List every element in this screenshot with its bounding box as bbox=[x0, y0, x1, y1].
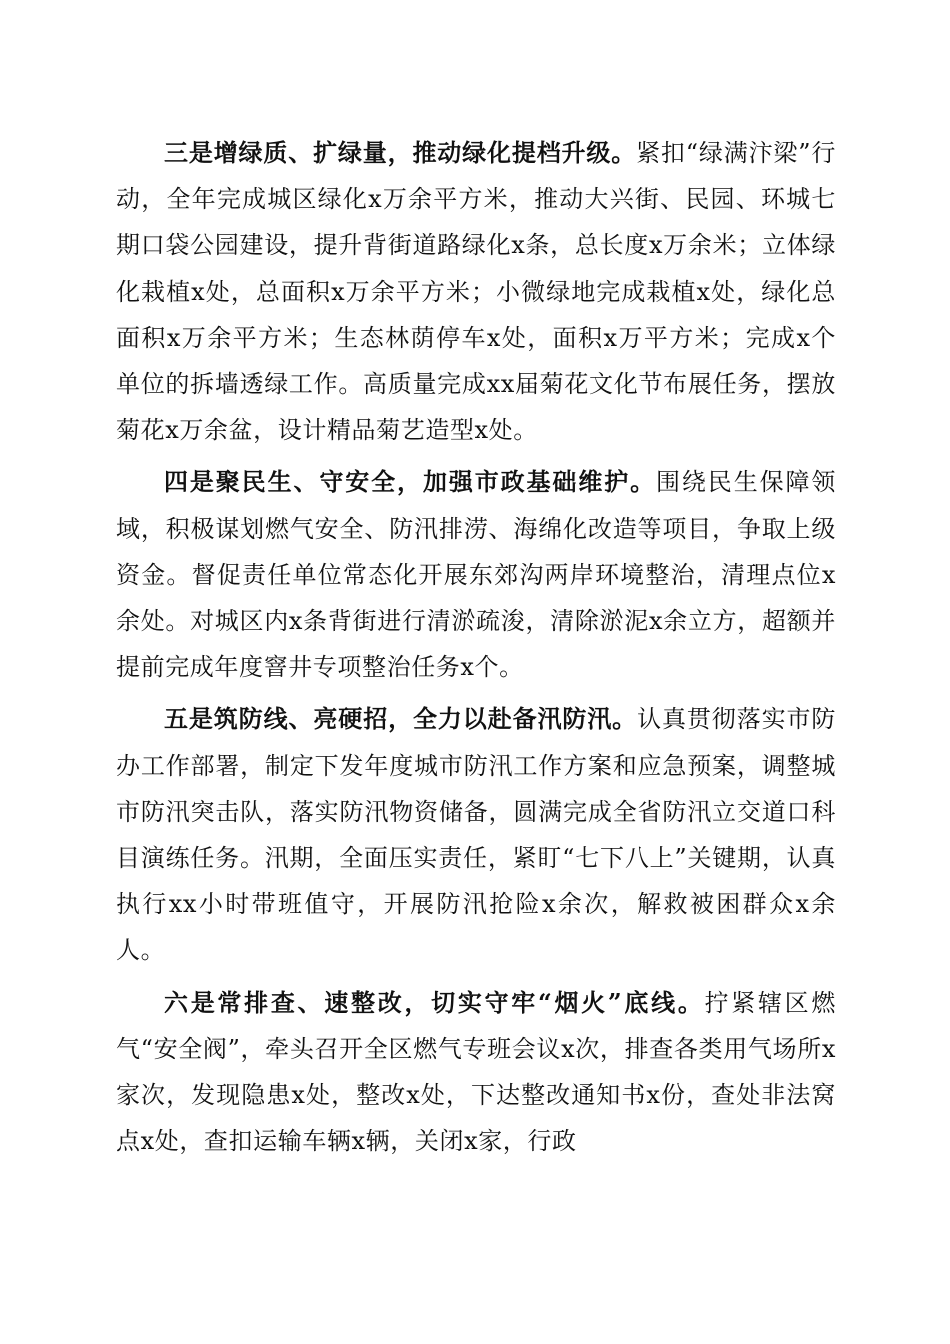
paragraph-text: 认真贯彻落实市防办工作部署，制定下发年度城市防汛工作方案和应急预案，调整城市防汛突击队，落实防汛物资储备，圆满完成全省防汛立交道口科目演练任务。汛期，全面压实责任，紧盯“七下八上”关键期，认真执行xx小时带班值守，开展防汛抢险x余次，解救被困群众x余人。 bbox=[116, 705, 836, 965]
document-body bbox=[116, 130, 836, 1170]
paragraph-text: 紧扣“绿满汴梁”行动，全年完成城区绿化x万余平方米，推动大兴街、民园、环城七期口袋公园建设，提升背街道路绿化x条，总长度x万余米；立体绿化栽植x处，总面积x万余平方米；小微绿地完成栽植x处，绿化总面积x万余平方米；生态林荫停车x处，面积x万平方米；完成x个单位的拆墙透绿工作。高质量完成xx届菊花文化节布展任务，摆放菊花x万余盆，设计精品菊艺造型x处。 bbox=[116, 139, 836, 445]
paragraph-text: 围绕民生保障领域，积极谋划燃气安全、防汛排涝、海绵化改造等项目，争取上级资金。督促责任单位常态化开展东郊沟两岸环境整治，清理点位x余处。对城区内x条背街进行清淤疏浚，清除淤泥x余立方，超额并提前完成年度窨井专项整治任务x个。 bbox=[116, 468, 836, 682]
paragraph-heading: 三是增绿质、扩绿量，推动绿化提档升级。 bbox=[164, 138, 637, 167]
paragraph-heading: 四是聚民生、守安全，加强市政基础维护。 bbox=[164, 467, 657, 497]
paragraph-heading: 五是筑防线、亮硬招，全力以赴备汛防汛。 bbox=[164, 704, 638, 734]
paragraph-municipal-maintenance bbox=[116, 459, 836, 690]
paragraph-text: 拧紧辖区燃气“安全阀”，牵头召开全区燃气专班会议x次，排查各类用气场所x家次，发现隐患x处，整改x处，下达整改通知书x份，查处非法窝点x处，查扣运输车辆x辆，关闭x家，行政 bbox=[116, 988, 836, 1156]
paragraph-gas-safety bbox=[116, 980, 836, 1165]
paragraph-greening bbox=[116, 130, 836, 453]
paragraph-heading: 六是常排查、速整改，切实守牢“烟火”底线。 bbox=[164, 987, 705, 1017]
paragraph-flood-prevention bbox=[116, 696, 836, 973]
